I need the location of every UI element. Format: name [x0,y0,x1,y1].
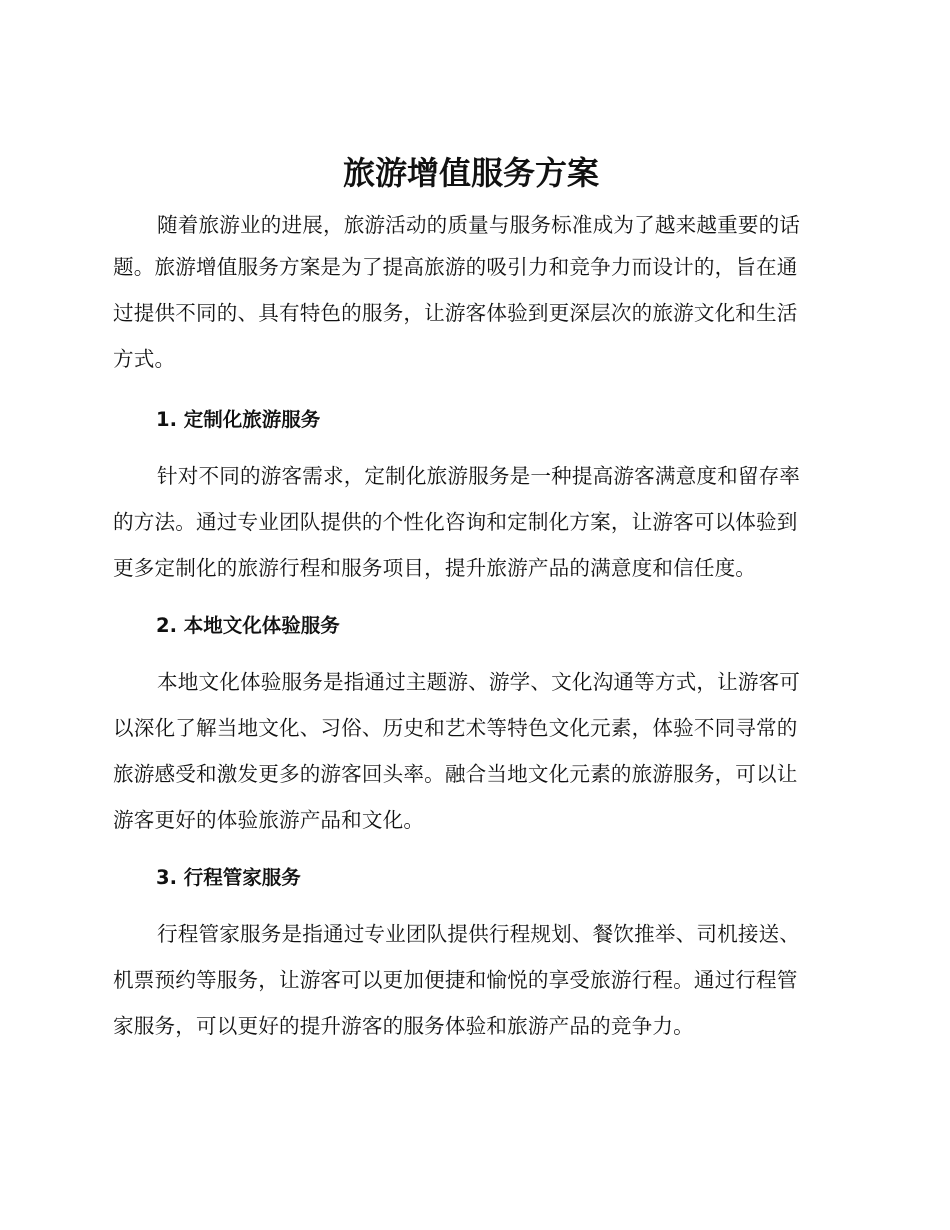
paragraph-line: 本地文化体验服务是指通过主题游、游学、文化沟通等方式，让游客可 [157,670,801,694]
section-paragraph [113,461,829,584]
paragraph-line: 行程管家服务是指通过专业团队提供行程规划、餐饮推举、司机接送、 [157,922,801,946]
intro-paragraph [113,206,829,382]
document-title: 旅游增值服务方案 [342,154,599,192]
section-heading: 3. 行程管家服务 [156,866,301,889]
intro-line: 题。旅游增值服务方案是为了提高旅游的吸引力和竞争力而设计的，旨在通 [113,255,798,279]
section-paragraph [113,919,829,1042]
section-customized-travel [113,404,829,584]
section-heading: 2. 本地文化体验服务 [156,614,340,637]
intro-line: 方式。 [113,347,176,371]
paragraph-line: 以深化了解当地文化、习俗、历史和艺术等特色文化元素，体验不同寻常的 [113,716,798,740]
section-itinerary-butler [113,862,829,1042]
paragraph-line: 家服务，可以更好的提升游客的服务体验和旅游产品的竞争力。 [113,1014,694,1038]
paragraph-line: 旅游感受和激发更多的游客回头率。融合当地文化元素的旅游服务，可以让 [113,762,798,786]
paragraph-line: 更多定制化的旅游行程和服务项目，提升旅游产品的满意度和信任度。 [113,556,757,580]
paragraph-line: 游客更好的体验旅游产品和文化。 [113,808,425,832]
section-paragraph [113,667,829,836]
paragraph-line: 机票预约等服务，让游客可以更加便捷和愉悦的享受旅游行程。通过行程管 [113,968,798,992]
intro-line: 过提供不同的、具有特色的服务，让游客体验到更深层次的旅游文化和生活 [113,301,798,325]
paragraph-line: 的方法。通过专业团队提供的个性化咨询和定制化方案，让游客可以体验到 [113,510,798,534]
section-local-culture [113,610,829,836]
intro-line: 随着旅游业的进展，旅游活动的质量与服务标准成为了越来越重要的话 [157,213,801,237]
section-heading: 1. 定制化旅游服务 [156,408,321,431]
paragraph-line: 针对不同的游客需求，定制化旅游服务是一种提高游客满意度和留存率 [157,464,801,488]
document-body [113,150,829,1042]
